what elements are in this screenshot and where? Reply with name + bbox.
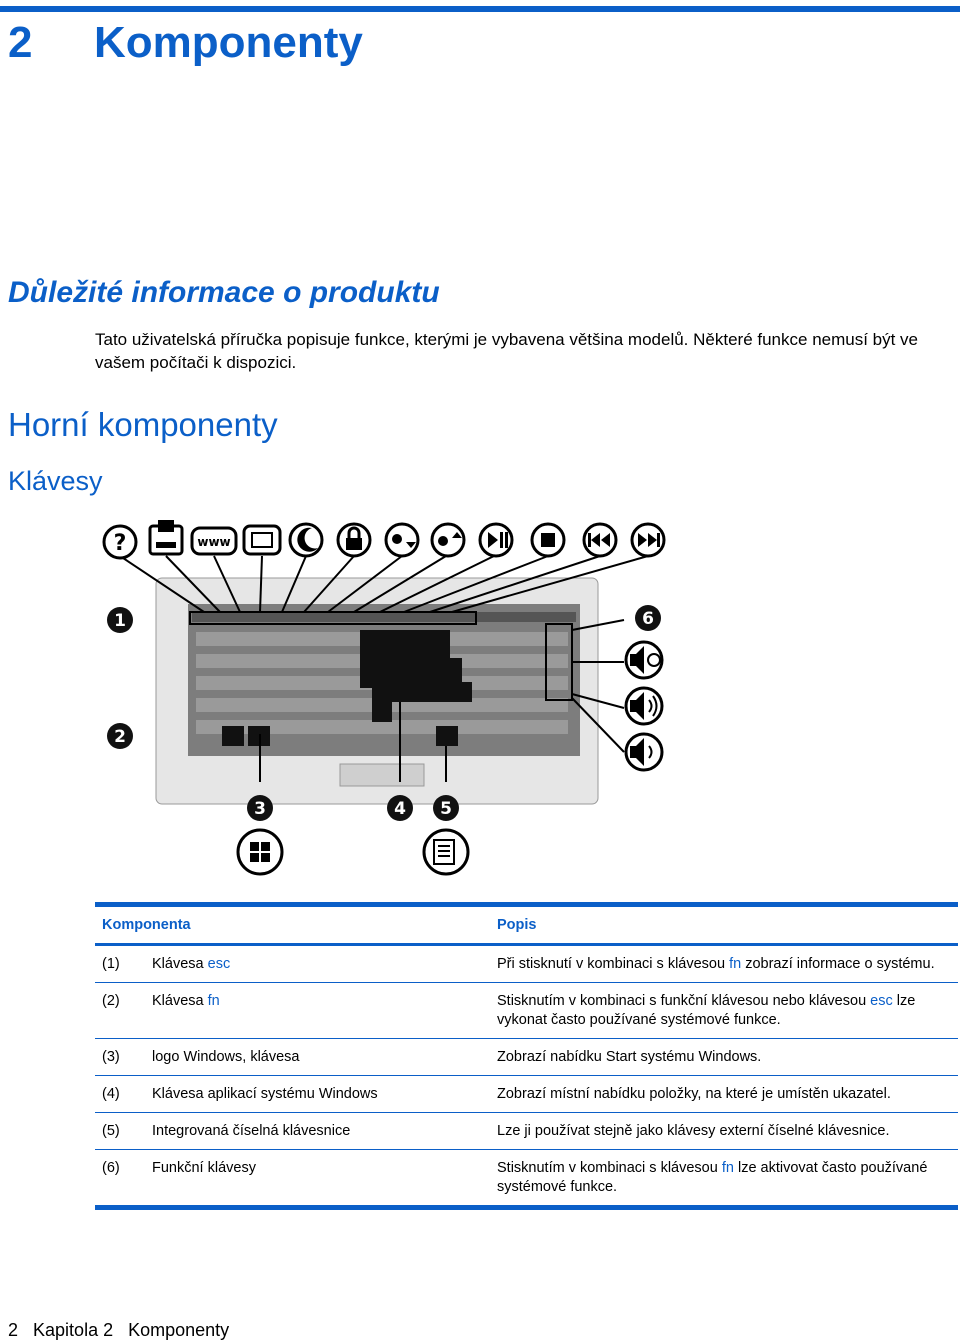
chapter-number: 2	[8, 18, 33, 67]
row-number: (3)	[102, 1049, 120, 1065]
callout-2	[107, 723, 133, 749]
apps-key-highlight	[436, 726, 458, 746]
svg-text:?: ?	[113, 531, 127, 556]
header-description: Popis	[497, 917, 537, 933]
brightness-up-icon	[432, 524, 464, 556]
page-number: 2	[8, 1320, 19, 1340]
svg-text:2: 2	[114, 727, 126, 747]
callout-5	[433, 795, 459, 821]
footer-chapter-name: Komponenty	[128, 1320, 230, 1340]
lock-icon	[338, 524, 370, 556]
row-number: (5)	[102, 1123, 120, 1139]
play-pause-icon	[480, 524, 512, 556]
callout-1	[107, 607, 133, 633]
intro-paragraph: Tato uživatelská příručka popisuje funkce, kterými je vybavena většina modelů. Některé funkce nemusí být ve vašem počítači k dispozici.	[95, 330, 919, 372]
row-description: Stisknutím v kombinaci s klávesou fn lze aktivovat často používané systémové funkce.	[497, 1160, 928, 1195]
row-component: Klávesa fn	[152, 993, 220, 1009]
stop-icon	[532, 524, 564, 556]
brightness-down-icon	[386, 524, 418, 556]
keyboard-illustration	[92, 512, 676, 884]
row-number: (4)	[102, 1086, 120, 1102]
row-number: (6)	[102, 1160, 120, 1176]
volume-down-icon	[626, 734, 662, 770]
row-component: logo Windows, klávesa	[152, 1049, 300, 1065]
table-row	[95, 1076, 958, 1113]
fn-key-highlight	[222, 726, 244, 746]
table-row	[95, 1113, 958, 1150]
table-header	[95, 907, 958, 946]
svg-text:3: 3	[254, 799, 266, 819]
page-footer	[8, 1320, 239, 1341]
display-icon	[244, 526, 280, 554]
table-row	[95, 1039, 958, 1076]
callout-3	[247, 795, 273, 821]
svg-text:5: 5	[440, 799, 452, 819]
section-heading-important: Důležité informace o produktu	[8, 276, 440, 309]
next-track-icon	[632, 524, 664, 556]
row-description: Při stisknutí v kombinaci s klávesou fn zobrazí informace o systému.	[497, 956, 935, 972]
svg-text:4: 4	[394, 799, 406, 819]
www-label: www	[197, 535, 231, 549]
row-description: Lze ji používat stejně jako klávesy externí číselné klávesnice.	[497, 1123, 890, 1139]
table-bottom-rule	[95, 1205, 958, 1210]
print-icon	[150, 520, 182, 554]
svg-text:1: 1	[114, 611, 126, 631]
section-heading-top-components: Horní komponenty	[8, 406, 278, 443]
subheading-keys: Klávesy	[8, 466, 103, 496]
chapter-title: Komponenty	[94, 18, 363, 67]
help-icon	[104, 526, 136, 558]
top-rule	[0, 6, 960, 12]
mute-icon	[626, 642, 662, 678]
svg-text:6: 6	[642, 609, 654, 629]
table-row	[95, 1150, 958, 1205]
header-component: Komponenta	[102, 917, 191, 933]
sleep-icon	[290, 524, 322, 556]
previous-track-icon	[584, 524, 616, 556]
row-number: (1)	[102, 956, 120, 972]
footer-chapter-label: Kapitola 2	[33, 1320, 114, 1340]
row-component: Integrovaná číselná klávesnice	[152, 1123, 351, 1139]
applications-icon	[424, 830, 468, 874]
components-table	[95, 902, 958, 1210]
table-row	[95, 946, 958, 983]
row-component: Klávesa aplikací systému Windows	[152, 1086, 378, 1102]
row-description: Stisknutím v kombinaci s funkční klávesou nebo klávesou esc lze vykonat často používané systémové funkce.	[497, 993, 916, 1028]
table-row	[95, 983, 958, 1039]
touchpad	[340, 764, 424, 786]
row-number: (2)	[102, 993, 120, 1009]
volume-up-icon	[626, 688, 662, 724]
www-icon	[192, 528, 236, 554]
row-component: Funkční klávesy	[152, 1160, 256, 1176]
windows-logo-icon	[238, 830, 282, 874]
callout-4	[387, 795, 413, 821]
row-description: Zobrazí místní nabídku položky, na které je umístěn ukazatel.	[497, 1086, 891, 1102]
keyboard-figure	[92, 512, 676, 884]
row-description: Zobrazí nabídku Start systému Windows.	[497, 1049, 762, 1065]
row-component: Klávesa esc	[152, 956, 231, 972]
callout-6	[635, 605, 661, 631]
